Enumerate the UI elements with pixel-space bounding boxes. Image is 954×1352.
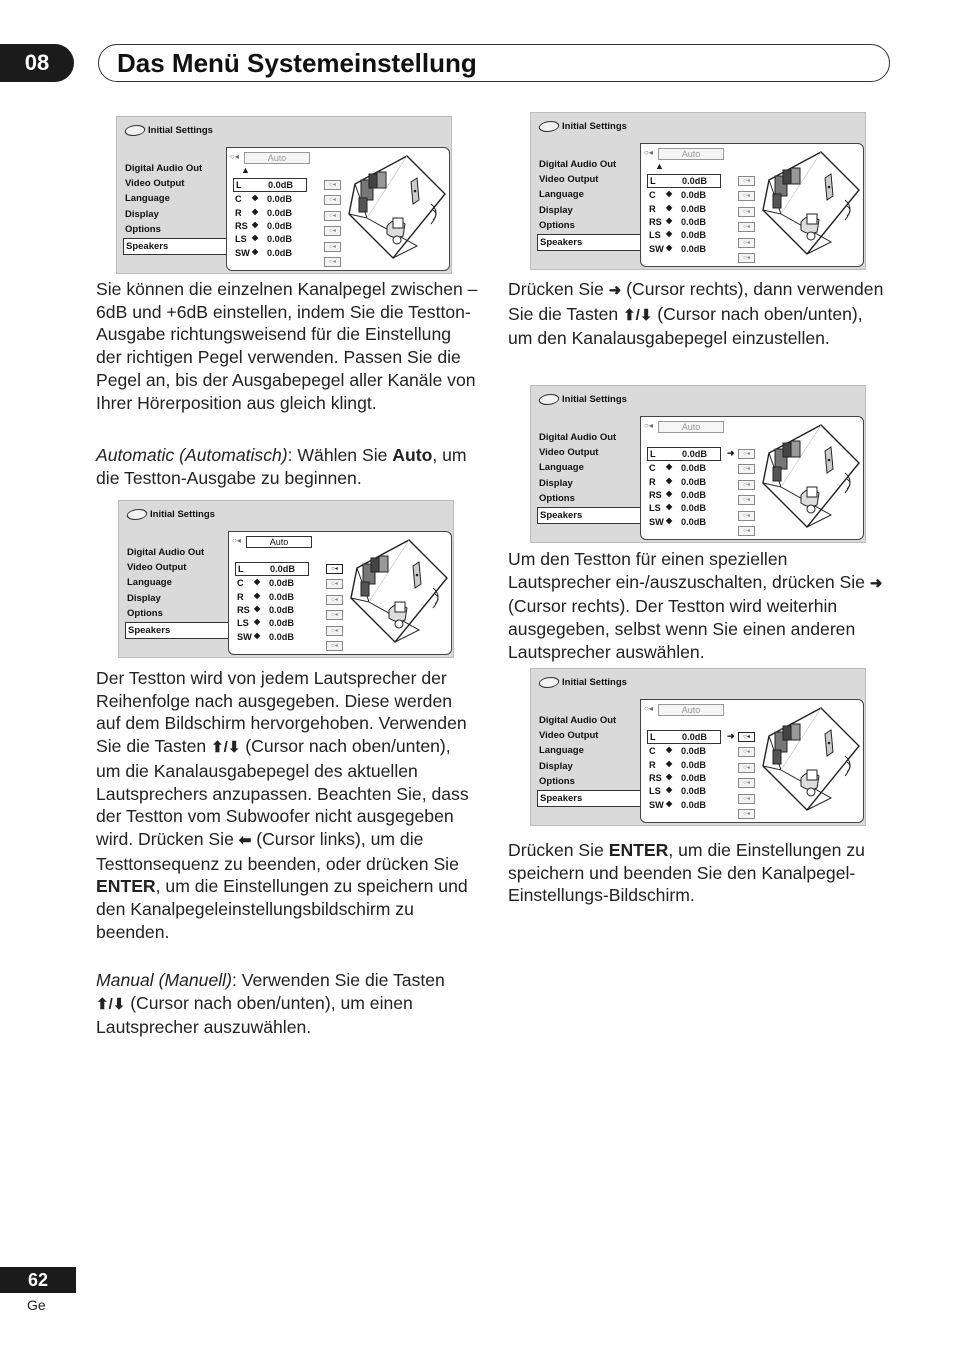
settings-menu (125, 545, 230, 639)
settings-screen-5 (530, 668, 866, 826)
test-tone-toggle[interactable]: ○◂ (738, 480, 755, 490)
channel-level: 0.0dB (681, 217, 707, 228)
channel-row[interactable] (647, 447, 721, 461)
channel-row[interactable] (647, 759, 721, 772)
test-tone-switches (326, 564, 346, 656)
channel-list (647, 730, 721, 812)
channel-name: L (238, 564, 244, 574)
channel-level: 0.0dB (269, 591, 295, 602)
adjust-arrow-icon: ◆ (252, 193, 259, 203)
toggle-tone-paragraph: Um den Testton für einen speziellen Lautsprecher ein-/auszuschalten, drücken Sie ➜ (Cursor rechts). Der Testton wird weiterhin ausgegeben, selbst wenn Sie einen anderen Lautsprecher auswählen. (508, 549, 883, 662)
left-arrow-icon: ⬅ (238, 831, 252, 849)
test-tone-toggle[interactable]: ○◂ (738, 778, 755, 788)
cursor-up-icon: ▲ (655, 161, 664, 171)
adjust-arrow-icon: ◆ (666, 229, 673, 239)
adjust-arrow-icon: ◆ (252, 206, 259, 216)
channel-row[interactable] (647, 189, 721, 202)
channel-level: 0.0dB (267, 247, 293, 258)
channel-level: 0.0dB (269, 578, 295, 589)
channel-row[interactable] (233, 247, 307, 260)
disc-icon (537, 394, 561, 405)
channel-level: 0.0dB (681, 799, 707, 810)
auto-row (232, 536, 310, 547)
settings-screen-2 (118, 500, 454, 658)
test-tone-toggle[interactable]: ○◂ (326, 564, 343, 574)
channel-list (647, 447, 721, 529)
menu-item[interactable]: Digital Audio Out (125, 163, 203, 174)
test-tone-toggle[interactable]: ○◂ (326, 626, 343, 636)
disc-icon (537, 121, 561, 132)
channel-name: RS (237, 605, 250, 616)
channel-name: SW (649, 243, 664, 254)
channel-name: RS (235, 221, 248, 232)
channel-row[interactable] (647, 216, 721, 229)
channel-row[interactable] (233, 193, 307, 206)
channel-name: C (649, 190, 656, 201)
menu-item[interactable]: Options (539, 219, 575, 231)
channel-row[interactable] (647, 772, 721, 785)
adjust-arrow-icon: ◆ (666, 216, 673, 226)
adjust-arrow-icon: ◆ (666, 785, 673, 795)
channel-name: C (237, 578, 244, 589)
test-tone-icon: ○◂ (230, 152, 239, 161)
channel-name: R (649, 759, 656, 770)
menu-item[interactable]: Options (539, 492, 575, 504)
test-tone-toggle[interactable]: ○◂ (324, 180, 341, 190)
adjust-arrow-icon: ◆ (252, 233, 259, 243)
channel-row[interactable] (647, 489, 721, 502)
menu-item[interactable]: Digital Audio Out (127, 547, 205, 558)
menu-item[interactable]: Speakers (537, 507, 642, 524)
channel-level: 0.0dB (681, 203, 707, 214)
test-tone-toggle[interactable]: ○◂ (738, 511, 755, 521)
settings-menu (537, 713, 642, 807)
adjust-arrow-icon: ◆ (666, 462, 673, 472)
channel-name: L (650, 176, 656, 186)
test-tone-toggle[interactable]: ○◂ (738, 238, 755, 248)
channel-level: 0.0dB (267, 194, 293, 205)
auto-option[interactable]: Auto (658, 704, 724, 716)
menu-item[interactable]: Language (127, 577, 172, 589)
auto-row (644, 421, 722, 432)
test-tone-icon: ○◂ (232, 536, 241, 545)
channel-name: RS (649, 773, 662, 784)
channel-name: L (650, 732, 656, 742)
channel-name: R (235, 207, 242, 218)
speaker-level-panel (226, 147, 450, 271)
speaker-room-illustration (347, 154, 447, 262)
speaker-room-illustration (349, 538, 449, 646)
adjust-arrow-icon: ◆ (254, 590, 261, 600)
test-tone-toggle[interactable]: ○◂ (738, 176, 755, 186)
adjust-arrow-icon: ◆ (254, 617, 261, 627)
screen-title: Initial Settings (539, 677, 627, 688)
enter-paragraph: Drücken Sie ENTER, um die Einstellungen zu speichern und beenden Sie den Kanalpegel-Einstellungs-Bildschirm. (508, 840, 865, 906)
test-tone-toggle[interactable]: ○◂ (738, 763, 755, 773)
channel-level: 0.0dB (681, 759, 707, 770)
menu-item[interactable]: Video Output (539, 730, 599, 742)
channel-level: 0.0dB (270, 564, 296, 574)
settings-menu (123, 161, 228, 255)
channel-level: 0.0dB (681, 786, 707, 797)
menu-item[interactable]: Digital Audio Out (539, 159, 617, 170)
menu-item[interactable]: Display (539, 204, 573, 216)
test-tone-switches (324, 180, 344, 272)
adjust-arrow-icon: ◆ (254, 577, 261, 587)
channel-name: C (649, 463, 656, 474)
channel-level: 0.0dB (681, 773, 707, 784)
auto-option[interactable]: Auto (246, 536, 312, 548)
channel-level: 0.0dB (268, 180, 294, 190)
cursor-up-icon: ▲ (241, 165, 250, 175)
channel-level: 0.0dB (681, 516, 707, 527)
menu-item[interactable]: Video Output (539, 174, 599, 186)
channel-row[interactable] (647, 462, 721, 475)
channel-level: 0.0dB (681, 490, 707, 501)
speaker-room-illustration (761, 706, 861, 814)
adjust-arrow-icon: ◆ (666, 772, 673, 782)
channel-row[interactable] (647, 174, 721, 188)
channel-row[interactable] (235, 577, 309, 590)
screen-title: Initial Settings (127, 509, 215, 520)
channel-row[interactable] (647, 203, 721, 216)
channel-level: 0.0dB (681, 746, 707, 757)
channel-level: 0.0dB (269, 605, 295, 616)
channel-row[interactable] (647, 785, 721, 798)
channel-row[interactable] (233, 233, 307, 246)
speaker-level-panel (640, 416, 864, 540)
channel-level: 0.0dB (269, 618, 295, 629)
channel-row[interactable] (235, 631, 309, 644)
test-tone-toggle[interactable]: ○◂ (738, 794, 755, 804)
page-number: 62 (0, 1267, 76, 1293)
channel-name: C (235, 194, 242, 205)
channel-row[interactable] (647, 476, 721, 489)
test-tone-toggle[interactable]: ○◂ (324, 226, 341, 236)
adjust-arrow-icon: ◆ (666, 745, 673, 755)
channel-level: 0.0dB (269, 631, 295, 642)
screen-title: Initial Settings (539, 121, 627, 132)
screen-title: Initial Settings (125, 125, 213, 136)
channel-name: LS (649, 230, 661, 241)
language-code: Ge (27, 1297, 46, 1313)
test-tone-switches (738, 176, 758, 268)
channel-row[interactable] (647, 516, 721, 529)
test-tone-toggle[interactable]: ○◂ (738, 732, 755, 742)
test-tone-toggle[interactable]: ○◂ (738, 253, 755, 263)
channel-name: R (237, 591, 244, 602)
menu-item[interactable]: Language (539, 189, 584, 201)
channel-level: 0.0dB (681, 230, 707, 241)
channel-name: RS (649, 490, 662, 501)
cursor-right-icon: ➜ (727, 448, 735, 458)
adjust-arrow-icon: ◆ (666, 189, 673, 199)
menu-item[interactable]: Options (125, 223, 161, 235)
menu-item[interactable]: Options (539, 775, 575, 787)
channel-level: 0.0dB (267, 221, 293, 232)
test-tone-toggle[interactable]: ○◂ (738, 809, 755, 819)
adjust-arrow-icon: ◆ (252, 220, 259, 230)
adjust-arrow-icon: ◆ (666, 202, 673, 212)
test-tone-toggle[interactable]: ○◂ (326, 579, 343, 589)
test-tone-toggle[interactable]: ○◂ (738, 449, 755, 459)
auto-row (644, 148, 722, 159)
disc-icon (123, 125, 147, 136)
disc-icon (125, 509, 149, 520)
channel-row[interactable] (235, 604, 309, 617)
auto-row (644, 704, 722, 715)
test-tone-toggle[interactable]: ○◂ (738, 191, 755, 201)
test-tone-toggle[interactable]: ○◂ (324, 257, 341, 267)
adjust-arrow-icon: ◆ (252, 246, 259, 256)
channel-level: 0.0dB (681, 476, 707, 487)
test-tone-switches (738, 449, 758, 541)
menu-item[interactable]: Language (539, 745, 584, 757)
channel-level: 0.0dB (682, 176, 708, 186)
channel-name: SW (237, 631, 252, 642)
right-arrow-icon: ➜ (869, 574, 883, 592)
menu-item[interactable]: Video Output (539, 447, 599, 459)
test-tone-toggle[interactable]: ○◂ (324, 195, 341, 205)
auto-option[interactable]: Auto (658, 148, 724, 160)
menu-item[interactable]: Language (125, 193, 170, 205)
menu-item[interactable]: Video Output (127, 562, 187, 574)
channel-level: 0.0dB (267, 234, 293, 245)
adjust-arrow-icon: ◆ (254, 604, 261, 614)
auto-option[interactable]: Auto (658, 421, 724, 433)
channel-level: 0.0dB (682, 732, 708, 742)
channel-name: LS (235, 234, 247, 245)
adjust-arrow-icon: ◆ (666, 242, 673, 252)
screen-title: Initial Settings (539, 394, 627, 405)
chapter-number-badge: 08 (0, 44, 74, 82)
settings-screen-4 (530, 385, 866, 543)
channel-row[interactable] (647, 243, 721, 256)
channel-name: L (236, 180, 242, 190)
channel-list (235, 562, 309, 644)
auto-row (230, 152, 308, 163)
test-tone-toggle[interactable]: ○◂ (324, 242, 341, 252)
menu-item[interactable]: Display (127, 592, 161, 604)
channel-name: R (649, 476, 656, 487)
menu-item[interactable]: Options (127, 607, 163, 619)
settings-screen-1 (116, 116, 452, 274)
channel-name: LS (237, 618, 249, 629)
menu-item[interactable]: Digital Audio Out (539, 715, 617, 726)
disc-icon (537, 677, 561, 688)
test-tone-icon: ○◂ (644, 421, 653, 430)
channel-name: SW (649, 799, 664, 810)
menu-item[interactable]: Language (539, 462, 584, 474)
up-down-arrows-icon: ⬆/⬇ (96, 995, 126, 1013)
test-tone-toggle[interactable]: ○◂ (326, 610, 343, 620)
adjust-arrow-icon: ◆ (666, 515, 673, 525)
channel-row[interactable] (233, 207, 307, 220)
channel-level: 0.0dB (682, 449, 708, 459)
up-down-arrows-icon: ⬆/⬇ (623, 306, 653, 324)
menu-item[interactable]: Digital Audio Out (539, 432, 617, 443)
cursor-right-paragraph: Drücken Sie ➜ (Cursor rechts), dann verwenden Sie die Tasten ⬆/⬇ (Cursor nach oben/unten), um den Kanalausgabepegel einzustellen. (508, 279, 884, 349)
channel-name: L (650, 449, 656, 459)
adjust-arrow-icon: ◆ (254, 630, 261, 640)
test-tone-icon: ○◂ (644, 148, 653, 157)
settings-screen-3 (530, 112, 866, 270)
test-tone-toggle[interactable]: ○◂ (326, 595, 343, 605)
menu-item[interactable]: Display (125, 208, 159, 220)
adjust-arrow-icon: ◆ (666, 489, 673, 499)
speaker-room-illustration (761, 150, 861, 258)
channel-level: 0.0dB (681, 503, 707, 514)
cursor-right-icon: ➜ (727, 731, 735, 741)
speaker-room-illustration (761, 423, 861, 531)
menu-item[interactable]: Speakers (125, 622, 230, 639)
page-title: Das Menü Systemeinstellung (117, 48, 477, 78)
intro-paragraph: Sie können die einzelnen Kanalpegel zwischen –6dB und +6dB einstellen, indem Sie die Testton-Ausgabe richtungsweisend für die Einstellung der richtigen Pegel verwenden. Passen Sie die Pegel an, bis der Ausgabepegel aller Kanäle von Ihrer Hörerposition aus gleich klingt. (96, 279, 478, 413)
channel-list (233, 178, 307, 260)
test-tone-icon: ○◂ (644, 704, 653, 713)
settings-menu (537, 157, 642, 251)
auto-option[interactable]: Auto (244, 152, 310, 164)
channel-row[interactable] (233, 178, 307, 192)
channel-level: 0.0dB (681, 463, 707, 474)
chapter-title-bar (98, 44, 890, 82)
menu-item[interactable]: Speakers (123, 238, 228, 255)
channel-level: 0.0dB (681, 243, 707, 254)
test-tone-toggle[interactable]: ○◂ (324, 211, 341, 221)
channel-row[interactable] (235, 562, 309, 576)
channel-row[interactable] (647, 502, 721, 515)
channel-name: SW (235, 247, 250, 258)
channel-name: LS (649, 786, 661, 797)
test-tone-toggle[interactable]: ○◂ (738, 222, 755, 232)
menu-item[interactable]: Display (539, 760, 573, 772)
automatic-paragraph: Automatic (Automatisch): Wählen Sie Auto, um die Testton-Ausgabe zu beginnen. (96, 445, 467, 488)
channel-name: R (649, 203, 656, 214)
speaker-level-panel (640, 143, 864, 267)
test-tone-paragraph: Der Testton wird von jedem Lautsprecher der Reihenfolge nach ausgegeben. Diese werden auf dem Bildschirm hervorgehoben. Verwenden Sie die Tasten ⬆/⬇ (Cursor nach oben/unten), um die Kanalausgabepegel des aktuellen Lautsprechers anzupassen. Beachten Sie, dass der Testton vom Subwoofer nicht ausgegeben wird. Drücken Sie ⬅ (Cursor links), um die Testtonsequenz zu beenden, oder drücken Sie ENTER, um die Einstellungen zu speichern und den Kanalpegeleinstellungsbildschirm zu beenden. (96, 668, 469, 942)
test-tone-switches (738, 732, 758, 824)
channel-row[interactable] (647, 229, 721, 242)
channel-row[interactable] (235, 591, 309, 604)
channel-row[interactable] (647, 745, 721, 758)
adjust-arrow-icon: ◆ (666, 502, 673, 512)
channel-list (647, 174, 721, 256)
up-down-arrows-icon: ⬆/⬇ (211, 739, 241, 757)
menu-item[interactable]: Speakers (537, 234, 642, 251)
manual-paragraph: Manual (Manuell): Verwenden Sie die Tasten ⬆/⬇ (Cursor nach oben/unten), um einen Lautsprecher auszuwählen. (96, 970, 445, 1038)
test-tone-toggle[interactable]: ○◂ (738, 495, 755, 505)
channel-name: SW (649, 516, 664, 527)
channel-row[interactable] (235, 617, 309, 630)
settings-menu (537, 430, 642, 524)
adjust-arrow-icon: ◆ (666, 758, 673, 768)
channel-name: LS (649, 503, 661, 514)
channel-row[interactable] (647, 799, 721, 812)
right-arrow-icon: ➜ (608, 282, 622, 299)
adjust-arrow-icon: ◆ (666, 798, 673, 808)
channel-row[interactable] (233, 220, 307, 233)
channel-level: 0.0dB (267, 207, 293, 218)
channel-name: C (649, 746, 656, 757)
menu-item[interactable]: Video Output (125, 178, 185, 190)
test-tone-toggle[interactable]: ○◂ (738, 526, 755, 536)
channel-name: RS (649, 217, 662, 228)
adjust-arrow-icon: ◆ (666, 475, 673, 485)
test-tone-toggle[interactable]: ○◂ (738, 464, 755, 474)
test-tone-toggle[interactable]: ○◂ (326, 641, 343, 651)
channel-level: 0.0dB (681, 190, 707, 201)
speaker-level-panel (228, 531, 452, 655)
menu-item[interactable]: Display (539, 477, 573, 489)
test-tone-toggle[interactable]: ○◂ (738, 747, 755, 757)
test-tone-toggle[interactable]: ○◂ (738, 207, 755, 217)
menu-item[interactable]: Speakers (537, 790, 642, 807)
speaker-level-panel (640, 699, 864, 823)
channel-row[interactable] (647, 730, 721, 744)
